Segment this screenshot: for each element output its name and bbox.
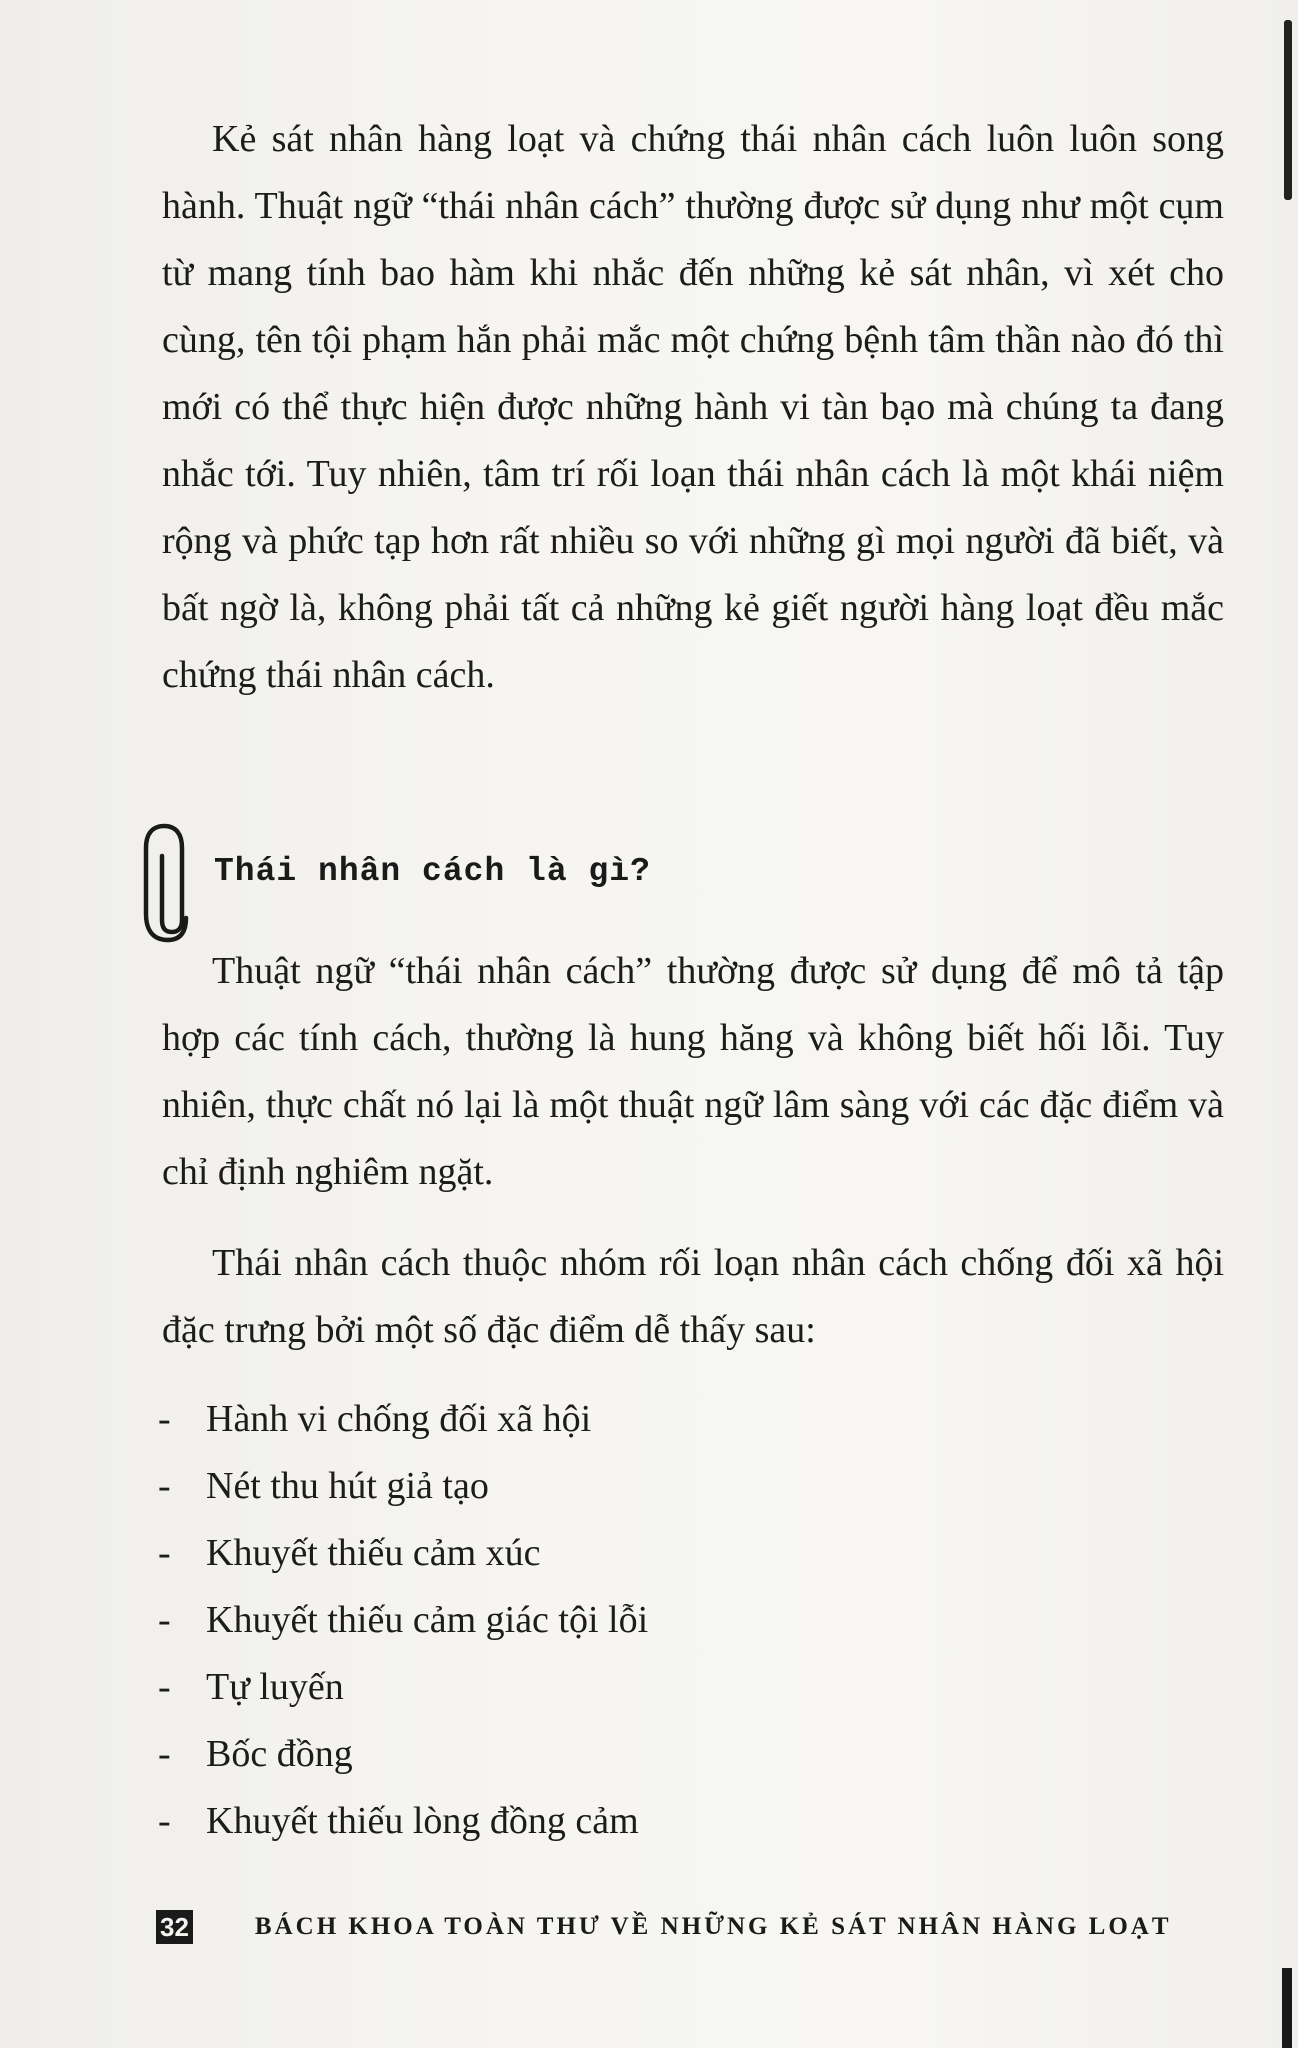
intro-paragraph: Kẻ sát nhân hàng loạt và chứng thái nhân cách luôn luôn song hành. Thuật ngữ “thái nhân cách” thường được sử dụng như một cụm từ mang tính bao hàm khi nhắc đến những kẻ sát nhân, vì xét cho cùng, tên tội phạm hắn phải mắc một chứng bệnh tâm thần nào đó thì mới có thể thực hiện được những hành vi tàn bạo mà chúng ta đang nhắc tới. Tuy nhiên, tâm trí rối loạn thái nhân cách là một khái niệm rộng và phức tạp hơn rất nhiều so với những gì mọi người đã biết, và bất ngờ là, không phải tất cả những kẻ giết người hàng loạt đều mắc chứng thái nhân cách.	[162, 118, 1224, 696]
running-title: BÁCH KHOA TOÀN THƯ VỀ NHỮNG KẺ SÁT NHÂN HÀNG LOẠT	[254, 1913, 1172, 1940]
bullet-dash: -	[158, 1733, 171, 1775]
trait-text: Nét thu hút giả tạo	[206, 1465, 489, 1507]
trait-text: Khuyết thiếu cảm giác tội lỗi	[206, 1599, 649, 1641]
trait-text: Tự luyến	[206, 1666, 344, 1708]
list-item	[158, 1453, 648, 1520]
trait-text: Khuyết thiếu cảm xúc	[206, 1532, 541, 1574]
list-item	[158, 1386, 648, 1453]
list-item	[158, 1721, 648, 1788]
bullet-dash: -	[158, 1465, 171, 1507]
page-edge-shadow	[1284, 20, 1292, 200]
bullet-dash: -	[158, 1666, 171, 1708]
definition-paragraph: Thuật ngữ “thái nhân cách” thường được sử dụng để mô tả tập hợp các tính cách, thường là hung hăng và không biết hối lỗi. Tuy nhiên, thực chất nó lại là một thuật ngữ lâm sàng với các đặc điểm và chỉ định nghiêm ngặt.	[162, 950, 1224, 1193]
traits-list	[158, 1386, 648, 1855]
bullet-dash: -	[158, 1599, 171, 1641]
page-footer	[156, 1904, 1172, 1950]
paperclip-icon	[138, 822, 190, 950]
page-edge-shadow-bottom	[1282, 1968, 1292, 2048]
bullet-dash: -	[158, 1532, 171, 1574]
trait-text: Khuyết thiếu lòng đồng cảm	[206, 1800, 639, 1842]
trait-text: Hành vi chống đối xã hội	[206, 1398, 592, 1440]
page-number: 32	[156, 1910, 193, 1944]
bullet-dash: -	[158, 1398, 171, 1440]
list-item	[158, 1788, 648, 1855]
traits-intro-paragraph: Thái nhân cách thuộc nhóm rối loạn nhân cách chống đối xã hội đặc trưng bởi một số đặc điểm dễ thấy sau:	[162, 1242, 1224, 1351]
bullet-dash: -	[158, 1800, 171, 1842]
list-item	[158, 1587, 648, 1654]
trait-text: Bốc đồng	[206, 1733, 353, 1775]
list-item	[158, 1520, 648, 1587]
list-item	[158, 1654, 648, 1721]
section-heading: Thái nhân cách là gì?	[214, 853, 651, 890]
